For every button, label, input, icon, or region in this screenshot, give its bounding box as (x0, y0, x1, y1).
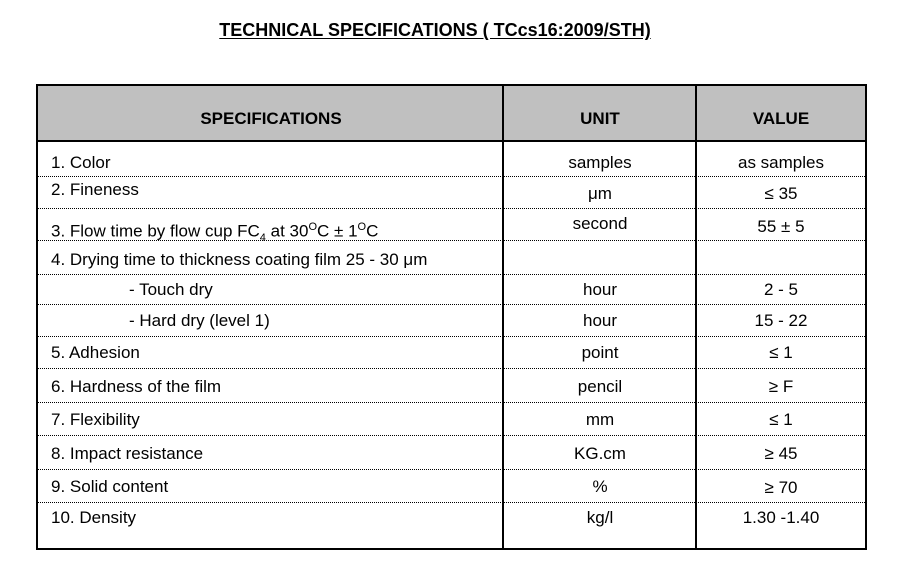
row-value: ≥ F (768, 377, 794, 396)
row-unit: point (581, 343, 619, 362)
row-unit: samples (568, 153, 632, 172)
row-value: ≤ 1 (769, 343, 793, 362)
row-spec-superscript: O (357, 221, 367, 233)
table-row (38, 436, 865, 470)
table-row (38, 177, 865, 209)
row-spec (51, 209, 501, 245)
row-unit: KG.cm (574, 444, 626, 463)
table-row (38, 337, 865, 369)
row-value: 2 - 5 (763, 280, 799, 299)
row-spec-text: C (366, 221, 379, 241)
row-spec-subscript: 4 (259, 232, 266, 245)
row-spec: 1. Color (51, 153, 111, 172)
table-row (38, 241, 865, 275)
row-spec-text: 3. Flow time by flow cup FC (51, 221, 260, 241)
row-unit: hour (582, 311, 618, 330)
table-row (38, 369, 865, 403)
header-unit: UNIT (580, 109, 620, 128)
document-title-text: TECHNICAL SPECIFICATIONS ( TCcs16:2009/STH) (219, 20, 651, 40)
row-spec: - Touch dry (129, 280, 213, 299)
row-unit: hour (582, 280, 618, 299)
row-unit: pencil (577, 377, 623, 396)
row-value: 15 - 22 (754, 311, 808, 330)
row-unit: % (592, 477, 608, 496)
row-unit: kg/l (586, 508, 614, 527)
row-spec: - Hard dry (level 1) (129, 311, 270, 330)
row-spec-superscript: O (308, 221, 318, 233)
row-spec: 2. Fineness (51, 180, 139, 199)
row-spec: 5. Adhesion (51, 343, 140, 362)
row-value: ≤ 35 (764, 184, 798, 203)
table-row (38, 209, 865, 245)
table-row (38, 470, 865, 503)
table-row (38, 305, 865, 337)
row-spec: 4. Drying time to thickness coating film 25 - 30 μm (51, 250, 428, 269)
row-spec: 8. Impact resistance (51, 444, 204, 463)
table-row (38, 148, 865, 177)
table-row (38, 503, 865, 548)
table-header-row (38, 86, 865, 142)
row-value: ≤ 1 (769, 410, 793, 429)
row-unit (504, 241, 696, 275)
row-spec-text: C ± 1 (317, 221, 358, 241)
row-spec: 6. Hardness of the film (51, 377, 222, 396)
row-value: ≥ 45 (764, 444, 798, 463)
table-row (38, 275, 865, 305)
row-spec: 10. Density (51, 508, 137, 527)
row-spec: 7. Flexibility (51, 410, 140, 429)
document-title (0, 19, 870, 41)
row-spec-text: at 30 (265, 221, 309, 241)
row-spec: 9. Solid content (51, 477, 169, 496)
row-value: ≥ 70 (764, 478, 798, 497)
header-value: VALUE (752, 109, 810, 128)
row-value: as samples (738, 153, 824, 172)
specifications-table (36, 84, 867, 550)
row-value: 55 ± 5 (757, 217, 805, 236)
row-value: 1.30 -1.40 (742, 508, 820, 527)
row-unit: second (572, 214, 628, 233)
table-row (38, 403, 865, 436)
row-unit: mm (585, 410, 615, 429)
header-specifications: SPECIFICATIONS (200, 109, 342, 128)
row-unit: μm (588, 184, 612, 203)
row-value (697, 241, 865, 275)
